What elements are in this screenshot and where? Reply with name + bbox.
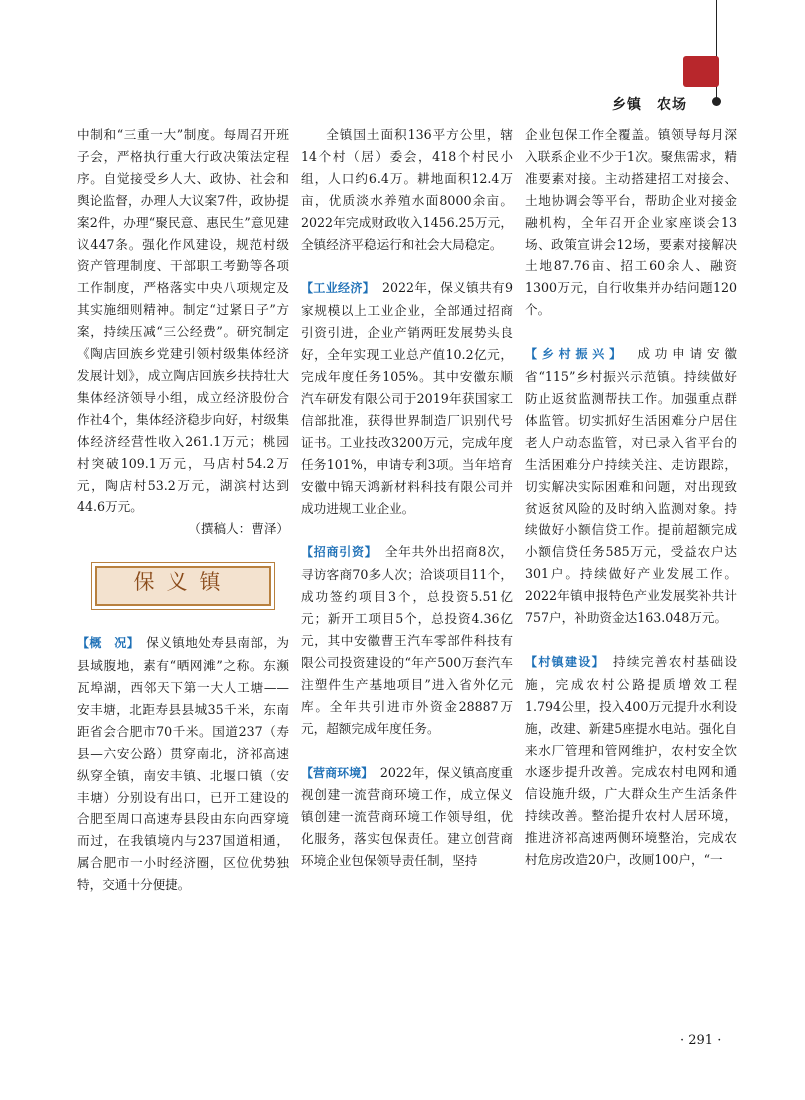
- column-3: [525, 124, 737, 871]
- paragraph-text: 2022年，保义镇高度重视创建一流营商环境工作，成立保义镇创建一流营商环境工作领导组，优化服务，落实包保责任。建立创营商环境企业包保领导责任制，坚持: [301, 764, 513, 869]
- running-header: 乡镇 农场: [612, 97, 687, 113]
- paragraph-invest: [301, 541, 513, 739]
- paragraph-text: 成功申请安徽省“115”乡村振兴示范镇。持续做好防止返贫监测帮扶工作。加强重点群体监管。切实抓好生活困难分户居住老人户动态监管，对已录入省平台的生活困难分户持续关注、走访跟踪，切实解决实际困难和问题，对出现致贫返贫风险的及时纳入监测对象。持续做好小额信贷工作。提前超额完成小额信贷任务585万元，受益农户达301户。持续做好产业发展工作。2022年镇申报特色产业发展奖补共计757户，补助资金达163.048万元。: [525, 346, 738, 626]
- author-credit: （撰稿人：曹泽）: [188, 521, 289, 537]
- paragraph-text: 持续完善农村基础设施，完成农村公路提质增效工程1.794公里，投入400万元提升水利设施，改建、新建5座提水电站。强化自来水厂管理和管网维护，农村安全饮水逐步提升改善。完成农村电网和通信设施升级，广大群众生产生活条件持续改善。整治提升农村人居环境，推进济祁高速两侧环境整治，完成农村危房改造20户，改厕100户，“一: [525, 653, 738, 868]
- header-dot: [712, 97, 721, 106]
- paragraph-text: 保义镇地处寿县南部，为县域腹地，素有“晒网滩”之称。东濒瓦埠湖，西邻天下第一大人工塘——安丰塘，北距寿县县城35千米，东南距省会合肥市70千米。国道237（寿县—六安公路）贯穿南北，济祁高速纵穿全镇，南安丰镇、北堰口镇（安丰塘）分别设有出口，已开工建设的合肥至周口高速寿县段由东向西穿境而过，在我镇境内与237国道相通，属合肥市一小时经济圈，区位优势独特，交通十分便捷。: [77, 635, 290, 893]
- paragraph: 中制和“三重一大”制度。每周召开班子会，严格执行重大行政决策法定程序。自觉接受乡人大、政协、社会和舆论监督，办理人大议案7件，政协提案2件，办理“聚民意、惠民生”意见建议447条。强化作风建设，规范村级资产管理制度、干部职工考勤等各项工作制度，严格落实中央八项规定及其实施细则精神。制定“过紧日子”方案，持续压减“三公经费”。研究制定《陶店回族乡党建引领村级集体经济发展计划》，成立陶店回族乡扶持壮大集体经济领导小组，成立经济股份合作社4个，集体经济稳步向好，村级集体经济经营性收入261.1万元；桃园村突破109.1万元，马店村54.2万元，陶店村53.2万元，湖滨村达到44.6万元。: [77, 127, 289, 515]
- section-tag: 【招商引资】: [301, 545, 372, 560]
- section-tag: 【概 况】: [77, 636, 134, 651]
- section-tag: 【村镇建设】: [525, 654, 600, 669]
- yearbook-logo: [683, 56, 719, 87]
- paragraph-rural: [525, 343, 737, 629]
- page-number: · 291 ·: [680, 1033, 722, 1048]
- column-1: [77, 124, 289, 896]
- section-tag: 【营商环境】: [301, 765, 368, 780]
- paragraph-text: 全年共外出招商8次，寻访客商70多人次；洽谈项目11个，成功签约项目3个，总投资5.51亿元；新开工项目5个，总投资4.36亿元，其中安徽曹王汽车零部件科技有限公司投资建设的“年产500万套汽车注塑件生产基地项目”进入省外亿元库。全年共引进市外资金28887万元，超额完成年度任务。: [301, 544, 513, 736]
- paragraph-industry: [301, 277, 513, 519]
- paragraph: 全镇国土面积136平方公里，辖14个村（居）委会，418个村民小组，人口约6.4万。耕地面积12.4万亩，优质淡水养殖水面8000余亩。2022年完成财政收入1456.25万元，全镇经济平稳运行和社会大局稳定。: [301, 127, 513, 252]
- section-tag: 【工业经济】: [301, 281, 370, 296]
- paragraph-village: [525, 651, 737, 871]
- paragraph-business: [301, 762, 513, 873]
- town-heading: [95, 566, 271, 606]
- paragraph-overview: [77, 632, 289, 896]
- paragraph-text: 2022年，保义镇共有9家规模以上工业企业，全部通过招商引资引进，企业产销两旺发展势头良好，全年实现工业总产值10.2亿元，完成年度任务105%。其中安徽东顺汽车研发有限公司于2019年获国家工信部批准，获得世界制造厂识别代号证书。工业技改3200万元，完成年度任务101%，申请专利3项。当年培育安徽中锦天鸿新材料科技有限公司并成功进规工业企业。: [301, 280, 513, 516]
- paragraph: 企业包保工作全覆盖。镇领导每月深入联系企业不少于1次。聚焦需求，精准要素对接。主动搭建招工对接会、土地协调会等平台，帮助企业对接金融机构，全年召开企业家座谈会13场、政策宣讲会12场，要素对接解决土地87.76亩、招工60余人、融资1300万元，自行收集并办结问题120个。: [525, 127, 737, 318]
- section-tag: 【乡村振兴】: [525, 347, 620, 362]
- column-2: [301, 124, 513, 872]
- town-title: 保义镇: [133, 570, 233, 595]
